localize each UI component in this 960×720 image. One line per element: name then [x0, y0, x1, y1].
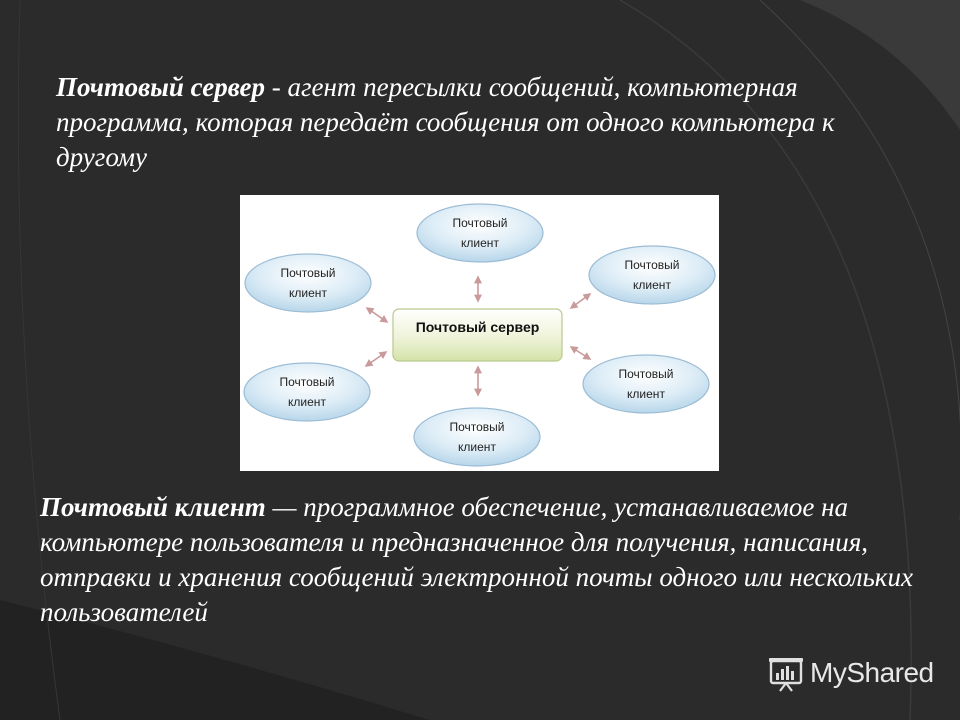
client-label-upper-left — [245, 263, 371, 303]
client-label-line2: клиент — [461, 236, 499, 250]
server-definition-text: - агент пересылки сообщений, компьютерная программа, которая передаёт сообщения от одного компьютера к другому — [56, 72, 835, 172]
arrow-upper-left — [367, 308, 387, 322]
client-label-line1: Почтовый — [279, 375, 335, 389]
server-label: Почтовый сервер — [415, 319, 540, 335]
arrow-lower-right — [571, 347, 590, 359]
client-term: Почтовый клиент — [40, 492, 266, 522]
client-label-top — [417, 213, 543, 253]
client-label-upper-right — [589, 255, 715, 295]
client-label-line2: клиент — [633, 278, 671, 292]
server-term: Почтовый сервер — [56, 72, 266, 102]
client-label-line2: клиент — [627, 387, 665, 401]
client-definition-text: — программное обеспечение, устанавливаемое на компьютере пользователя и предназначенное для получения, написания, отправки и хранения сообщений электронной почты одного или нескольких пользователей — [40, 492, 913, 627]
client-label-line1: Почтовый — [624, 258, 680, 272]
client-label-bottom — [414, 417, 540, 457]
client-label-line2: клиент — [289, 286, 327, 300]
client-label-lower-left — [244, 372, 370, 412]
client-label-line1: Почтовый — [280, 266, 336, 280]
client-label-line2: клиент — [458, 440, 496, 454]
mail-architecture-diagram — [240, 195, 719, 471]
presentation-board-icon — [768, 655, 804, 693]
arrow-upper-right — [571, 294, 590, 308]
client-label-line1: Почтовый — [618, 367, 674, 381]
client-label-lower-right — [583, 364, 709, 404]
arrow-lower-left — [366, 352, 386, 366]
server-definition — [56, 70, 916, 175]
client-label-line1: Почтовый — [452, 216, 508, 230]
client-label-line1: Почтовый — [449, 420, 505, 434]
client-definition — [40, 490, 940, 630]
client-label-line2: клиент — [288, 395, 326, 409]
watermark-text: MyShared — [810, 657, 934, 688]
myshared-watermark — [768, 655, 943, 695]
